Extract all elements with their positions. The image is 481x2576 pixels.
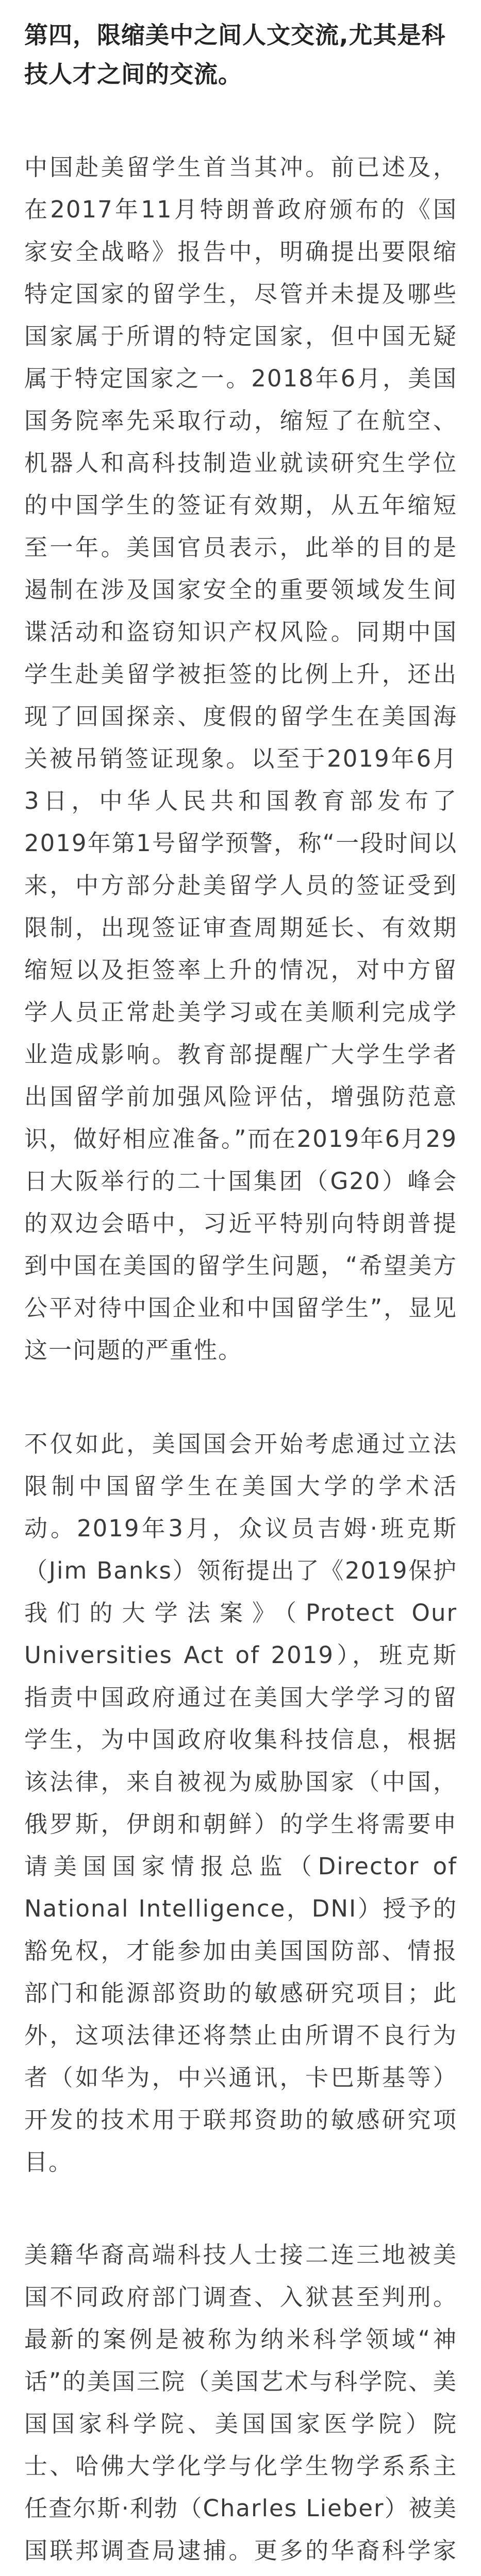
paragraph-congress-legislation: 不仅如此，美国国会开始考虑通过立法限制中国留学生在美国大学的学术活动。2019年3月，众议员吉姆·班克斯（Jim Banks）领衔提出了《2019保护我们的大学法案》（Protect Our Universities Act of 2019），班克斯指责中国政府通过在美国大学学习的留学生，为中国政府收集科技信息，根据该法律，来自被视为威胁国家（中国，俄罗斯，伊朗和朝鲜）的学生将需要申请美国国家情报总监（Director of National Intelligence，DNI）授予的豁免权，才能参加由美国国防部、情报部门和能源部资助的敏感研究项目；此外，这项法律还将禁止由所谓不良行为者（如华为，中兴通讯，卡巴斯基等）开发的技术用于联邦资助的敏感研究项目。 (24, 1430, 457, 2176)
paragraph-student-visa: 中国赴美留学生首当其冲。前已述及，在2017年11月特朗普政府颁布的《国家安全战略》报告中，明确提出要限缩特定国家的留学生，尽管并未提及哪些国家属于所谓的特定国家，但中国无疑属于特定国家之一。2018年6月，美国国务院率先采取行动，缩短了在航空、机器人和高科技制造业就读研究生学位的中国学生的签证有效期，从五年缩短至一年。美国官员表示，此举的目的是遏制在涉及国家安全的重要领域发生间谍活动和盗窃知识产权风险。同期中国学生赴美留学被拒签的比例上升，还出现了回国探亲、度假的留学生在美国海关被吊销签证现象。以至于2019年6月3日，中华人民共和国教育部发布了2019年第1号留学预警，称“一段时间以来，中方部分赴美留学人员的签证受到限制，出现签证审查周期延长、有效期缩短以及拒签率上升的情况，对中方留学人员正常赴美学习或在美顺利完成学业造成影响。教育部提醒广大学生学者出国留学前加强风险评估，增强防范意识，做好相应准备。”而在2019年6月29日大阪举行的二十国集团（G20）峰会的双边会晤中，习近平特别向特朗普提到中国在美国的留学生问题，“希望美方公平对待中国企业和中国留学生”，显见这一问题的严重性。 (24, 154, 457, 1364)
article-body (24, 15, 457, 2576)
paragraph-chinese-american-scientists: 美籍华裔高端科技人士接二连三地被美国不同政府部门调查、入狱甚至判刑。最新的案例是被称为纳米科学领域“神话”的美国三院（美国艺术与科学院、美国国家科学院、美国国家医学院）院士、哈佛大学化学与化学生物学系系主任查尔斯·利勃（Charles Lieber）被美国联邦调查局逮捕。更多的华裔科学家 (24, 2241, 457, 2564)
section-heading: 第四，限缩美中之间人文交流,尤其是科技人才之间的交流。 (24, 21, 446, 88)
